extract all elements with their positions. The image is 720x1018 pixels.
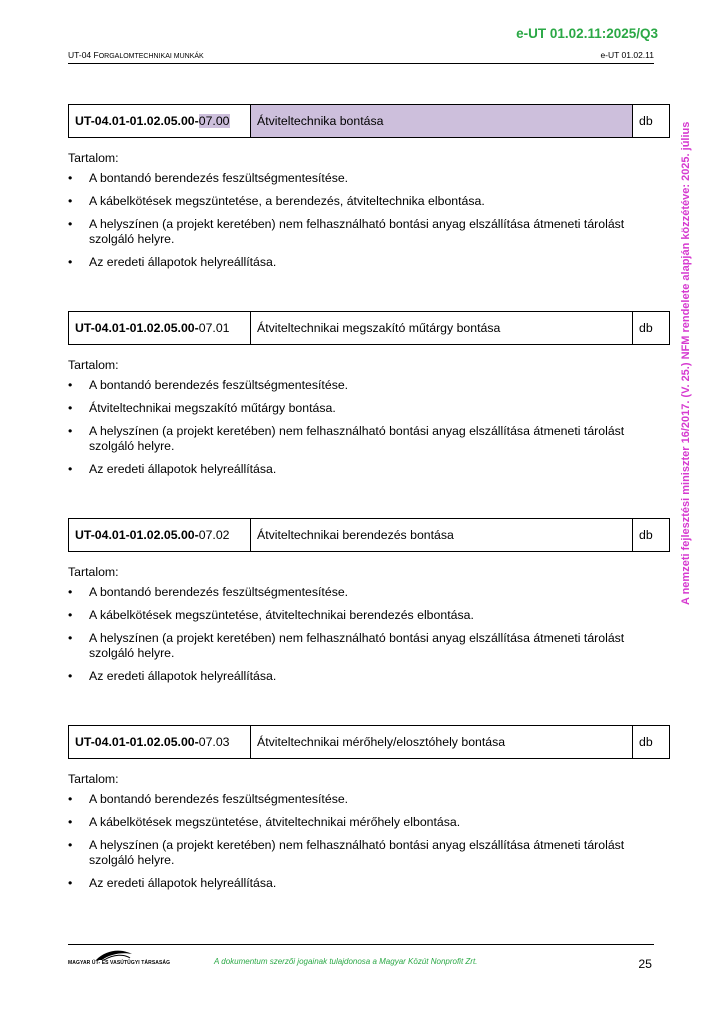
item-title: Átviteltechnikai berendezés bontása — [251, 519, 633, 552]
list-item — [68, 255, 649, 270]
list-item-text: Az eredeti állapotok helyreállítása. — [89, 462, 277, 476]
bullet-icon: • — [68, 217, 73, 231]
item-title: Átviteltechnikai mérőhely/elosztóhely bontása — [251, 726, 633, 759]
list-item — [68, 194, 649, 209]
list-item — [68, 424, 649, 454]
bullet-icon: • — [68, 838, 73, 852]
list-item-text: A kábelkötések megszüntetése, átviteltechnikai berendezés elbontása. — [89, 608, 474, 622]
content-label: Tartalom: — [68, 151, 119, 165]
item-code — [69, 105, 251, 138]
content-list — [68, 171, 670, 270]
bullet-icon: • — [68, 608, 73, 622]
list-item-text: A helyszínen (a projekt keretében) nem felhasználható bontási anyag elszállítása átmeneti tárolást szolgáló helyre. — [89, 217, 625, 246]
header-chapter-prefix: UT-04 F — [68, 50, 99, 60]
header-doc-ref: e-UT 01.02.11 — [600, 50, 654, 60]
bullet-icon: • — [68, 669, 73, 683]
list-item-text: Átviteltechnikai megszakító műtárgy bontása. — [89, 401, 336, 415]
list-item-text: A helyszínen (a projekt keretében) nem felhasználható bontási anyag elszállítása átmeneti tárolást szolgáló helyre. — [89, 631, 625, 660]
bullet-icon: • — [68, 585, 73, 599]
list-item-text: A bontandó berendezés feszültségmentesítése. — [89, 585, 349, 599]
item-code-prefix: UT-04.01-01.02.05.00- — [75, 735, 199, 749]
item-code-prefix: UT-04.01-01.02.05.00- — [75, 321, 199, 335]
item-code-suffix: 07.02 — [198, 528, 230, 542]
item-title: Átviteltechnika bontása — [251, 105, 633, 138]
content-list — [68, 585, 670, 684]
content-label: Tartalom: — [68, 565, 119, 579]
page-number: 25 — [638, 957, 652, 971]
item-code-suffix: 07.00 — [198, 114, 230, 128]
item-header-table — [68, 725, 670, 759]
bullet-icon: • — [68, 171, 73, 185]
bullet-icon: • — [68, 424, 73, 438]
publication-note: A nemzeti fejlesztési miniszter 16/2017. (V. 25.) NFM rendelete alapján közzétéve: 2025. július — [680, 121, 692, 605]
bullet-icon: • — [68, 378, 73, 392]
item-title: Átviteltechnikai megszakító műtárgy bontása — [251, 312, 633, 345]
footer-organization: MAGYAR ÚT- ÉS VASÚTÜGYI TÁRSASÁG — [68, 960, 171, 966]
content-label: Tartalom: — [68, 772, 119, 786]
content-list — [68, 378, 670, 477]
list-item-text: A kábelkötések megszüntetése, átviteltechnikai mérőhely elbontása. — [89, 815, 461, 829]
content-label: Tartalom: — [68, 358, 119, 372]
footer-copyright: A dokumentum szerzői jogainak tulajdonosa a Magyar Közút Nonprofit Zrt. — [214, 957, 478, 966]
list-item-text: A helyszínen (a projekt keretében) nem felhasználható bontási anyag elszállítása átmeneti tárolást szolgáló helyre. — [89, 424, 625, 453]
section-07-03 — [68, 725, 670, 899]
list-item — [68, 669, 649, 684]
list-item-text: A bontandó berendezés feszültségmentesítése. — [89, 378, 349, 392]
section-07-02 — [68, 518, 670, 692]
list-item — [68, 608, 649, 623]
section-07-00 — [68, 104, 670, 278]
list-item — [68, 401, 649, 416]
item-header-table — [68, 311, 670, 345]
content-list — [68, 792, 670, 891]
list-item — [68, 462, 649, 477]
item-header-table — [68, 104, 670, 138]
bullet-icon: • — [68, 401, 73, 415]
item-code — [69, 726, 251, 759]
list-item-text: Az eredeti állapotok helyreállítása. — [89, 669, 277, 683]
document-code: e-UT 01.02.11:2025/Q3 — [516, 26, 658, 41]
footer-divider — [68, 944, 654, 945]
list-item-text: A bontandó berendezés feszültségmentesítése. — [89, 171, 349, 185]
header-chapter — [68, 50, 204, 60]
bullet-icon: • — [68, 631, 73, 645]
list-item — [68, 876, 649, 891]
item-unit: db — [633, 312, 670, 345]
list-item — [68, 838, 649, 868]
list-item-text: A kábelkötések megszüntetése, a berendezés, átviteltechnika elbontása. — [89, 194, 485, 208]
item-code-suffix: 07.01 — [198, 321, 230, 335]
item-unit: db — [633, 726, 670, 759]
society-logo-icon — [68, 948, 171, 970]
list-item — [68, 378, 649, 393]
bullet-icon: • — [68, 815, 73, 829]
list-item-text: A bontandó berendezés feszültségmentesítése. — [89, 792, 349, 806]
item-header-table — [68, 518, 670, 552]
bullet-icon: • — [68, 255, 73, 269]
bullet-icon: • — [68, 194, 73, 208]
item-unit: db — [633, 105, 670, 138]
item-code-prefix: UT-04.01-01.02.05.00- — [75, 528, 199, 542]
list-item-text: A helyszínen (a projekt keretében) nem felhasználható bontási anyag elszállítása átmeneti tárolást szolgáló helyre. — [89, 838, 625, 867]
item-code-suffix: 07.03 — [198, 735, 230, 749]
bullet-icon: • — [68, 792, 73, 806]
list-item-text: Az eredeti állapotok helyreállítása. — [89, 876, 277, 890]
item-unit: db — [633, 519, 670, 552]
bullet-icon: • — [68, 876, 73, 890]
item-code-prefix: UT-04.01-01.02.05.00- — [75, 114, 199, 128]
list-item — [68, 815, 649, 830]
list-item — [68, 171, 649, 186]
list-item-text: Az eredeti állapotok helyreállítása. — [89, 255, 277, 269]
item-code — [69, 312, 251, 345]
header-chapter-rest: ORGALOMTECHNIKAI MUNKÁK — [98, 53, 204, 60]
list-item — [68, 792, 649, 807]
list-item — [68, 631, 649, 661]
list-item — [68, 585, 649, 600]
list-item — [68, 217, 649, 247]
running-header — [68, 50, 654, 64]
bullet-icon: • — [68, 462, 73, 476]
section-07-01 — [68, 311, 670, 485]
item-code — [69, 519, 251, 552]
